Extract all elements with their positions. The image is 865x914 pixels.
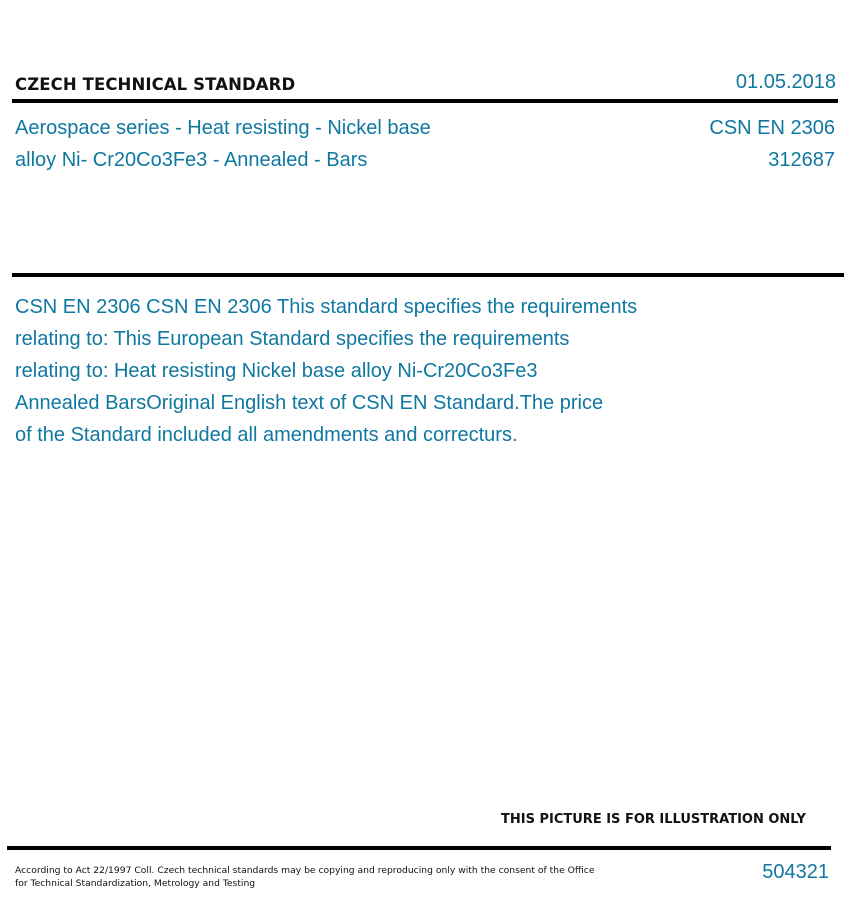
standard-description: CSN EN 2306 CSN EN 2306 This standard specifies the requirements relating to: This European Standard specifies the requirements relating to: Heat resisting Nickel base alloy Ni-Cr20Co3Fe3 Annealed BarsOriginal English text of CSN EN Standard.The price of the Standard included all amendments and correcturs. [15,296,638,446]
publication-date: 01.05.2018 [735,71,836,93]
middle-divider [12,273,844,277]
catalog-number: 312687 [768,149,835,171]
title-line-2: alloy Ni- Cr20Co3Fe3 - Annealed - Bars [15,149,368,171]
standard-code: CSN EN 2306 [709,117,835,139]
bottom-divider [7,846,831,850]
footer-number: 504321 [762,861,829,883]
illustration-notice: THIS PICTURE IS FOR ILLUSTRATION ONLY [501,812,806,827]
legal-footer-text: According to Act 22/1997 Coll. Czech technical standards may be copying and reproducing only with the consent of the Office for Technical Standardization, Metrology and Testing [15,865,595,889]
document-heading: CZECH TECHNICAL STANDARD [15,75,296,94]
top-divider [12,99,838,103]
title-line-1: Aerospace series - Heat resisting - Nickel base [15,117,431,139]
